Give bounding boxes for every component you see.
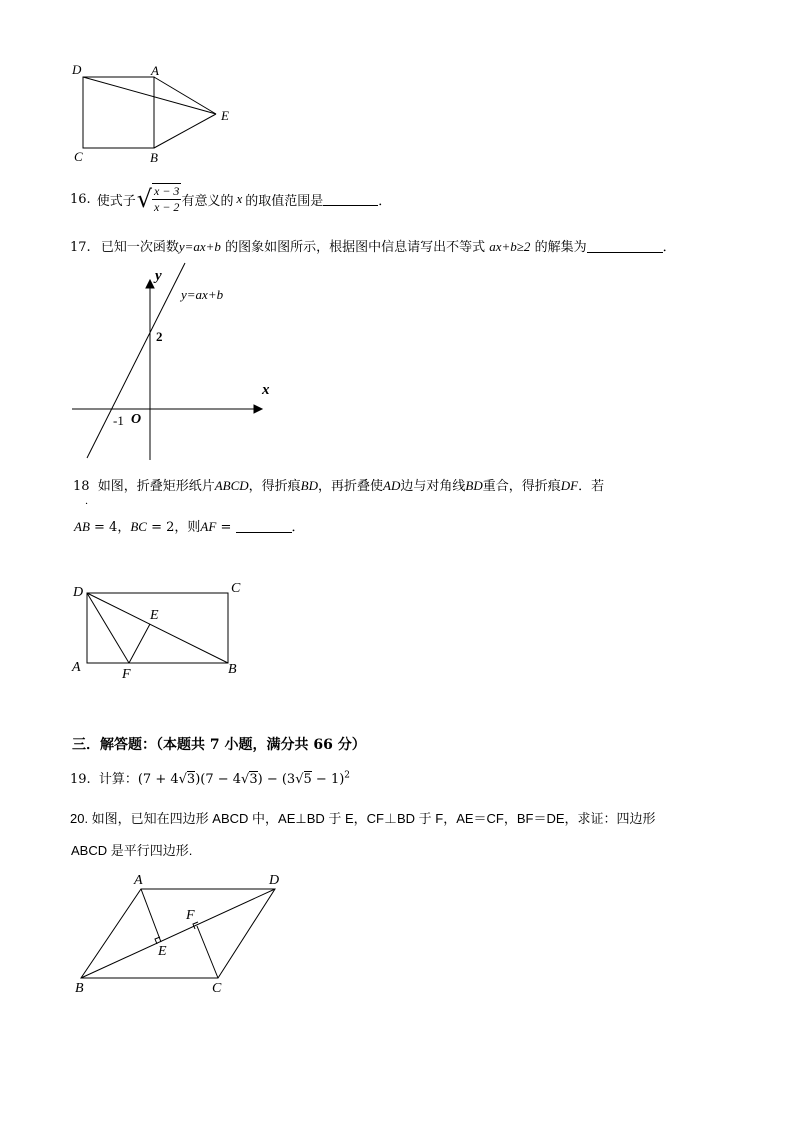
q19-expr-a: (7 + 4 (137, 772, 179, 787)
q18-text-3: ，再折叠使 (318, 479, 384, 494)
q18-ad: AD (383, 478, 401, 493)
radical-sign: √ (136, 185, 152, 213)
q19-expr-c: ) − (3 (257, 772, 296, 787)
question-20-line-1: 20. 如图，已知在四边形 ABCD 中，AE⊥BD 于 E，CF⊥BD 于 F，AE＝CF，BF＝DE，求证：四边形 (70, 811, 656, 826)
q17-post: 的解集为 (534, 240, 587, 255)
q19-expr-b: )(7 − 4 (195, 772, 242, 787)
q16-var: x (236, 191, 243, 206)
q19-prefix: 计算： (98, 772, 138, 787)
radical-sign: √ (295, 772, 304, 787)
q18-text-5: 重合，得折痕 (482, 479, 561, 494)
origin-label: O (131, 412, 142, 427)
q18-bd: BD (300, 478, 319, 493)
x-intercept-label: -1 (113, 413, 124, 428)
q17-ineq: ax+b≥2 (489, 239, 531, 254)
q17-mid: 的图象如图所示，根据图中信息请写出不等式 (225, 240, 486, 255)
q18-text-1: 如图，折叠矩形纸片 (97, 479, 215, 494)
label-b: B (75, 981, 84, 996)
label-c: C (74, 149, 83, 164)
label-a: A (134, 873, 143, 888)
q17-number: 17. (70, 240, 91, 255)
segment-ae (141, 889, 161, 942)
label-d: D (73, 585, 84, 600)
label-e: E (221, 108, 229, 123)
label-e: E (150, 608, 159, 623)
radical-sign: √ (241, 772, 250, 787)
q19-radicand-3a: 3 (186, 772, 196, 787)
q16-number: 16. (70, 191, 91, 207)
q16-mid: 有意义的 (181, 193, 234, 209)
q19-number: 19. (70, 772, 91, 787)
label-a: A (72, 660, 81, 675)
q19-radicand-3b: 3 (249, 772, 258, 787)
diagonal-bd (81, 889, 275, 978)
q18-df: DF (560, 478, 579, 493)
q16-end: ． (378, 193, 392, 209)
segment-cf (197, 926, 218, 978)
label-a: A (151, 63, 159, 78)
q18-comma: ， (117, 520, 131, 535)
q18-eq: = (220, 520, 232, 535)
q17-end: ． (662, 240, 676, 255)
q18-text-6: ．若 (578, 479, 605, 494)
q18-eq-4: = 4 (94, 520, 118, 535)
label-c: C (212, 981, 222, 996)
question-20-line-2: ABCD 是平行四边形. (71, 843, 193, 858)
q17-prefix: 已知一次函数 (100, 240, 179, 255)
q18-abcd: ABCD (214, 478, 249, 493)
q18-end: ． (291, 520, 305, 535)
q18-text-2: ，得折痕 (248, 479, 301, 494)
q19-expr-d: − 1) (311, 772, 345, 787)
q16-denominator: x − 2 (154, 200, 180, 214)
line-label: y=ax+b (181, 287, 224, 302)
y-intercept-label: 2 (156, 329, 163, 344)
q16-post: 的取值范围是 (245, 193, 324, 209)
label-e: E (158, 944, 167, 959)
q16-numerator: x − 3 (154, 184, 180, 198)
q18-number: 18 (73, 479, 90, 494)
y-axis-label: y (155, 268, 162, 284)
q18-eq-2: = 2 (151, 520, 175, 535)
label-d: D (72, 62, 82, 77)
q18-dot: ． (85, 496, 95, 507)
q19-radicand-5: 5 (303, 772, 312, 787)
q18-ab: AB (74, 519, 90, 534)
section-3-heading: 三．解答题：（本题共 7 小题，满分共 66 分） (72, 737, 366, 753)
q18-bc: BC (130, 519, 147, 534)
x-axis-label: x (262, 382, 270, 398)
q18-text-7: ，则 (174, 520, 201, 535)
q18-text-4: 边与对角线 (400, 479, 466, 494)
label-b: B (228, 662, 237, 677)
label-f: F (122, 667, 131, 682)
label-f: F (186, 908, 195, 923)
q16-prefix: 使式子 (96, 193, 136, 209)
q18-af: AF (200, 519, 217, 534)
q18-bd-2: BD (465, 478, 483, 493)
q17-func: y=ax+b (178, 239, 221, 254)
q19-exponent: 2 (344, 770, 351, 781)
label-c: C (231, 581, 241, 596)
radical-sign: √ (178, 772, 187, 787)
label-d: D (269, 873, 280, 888)
label-b: B (150, 150, 158, 165)
